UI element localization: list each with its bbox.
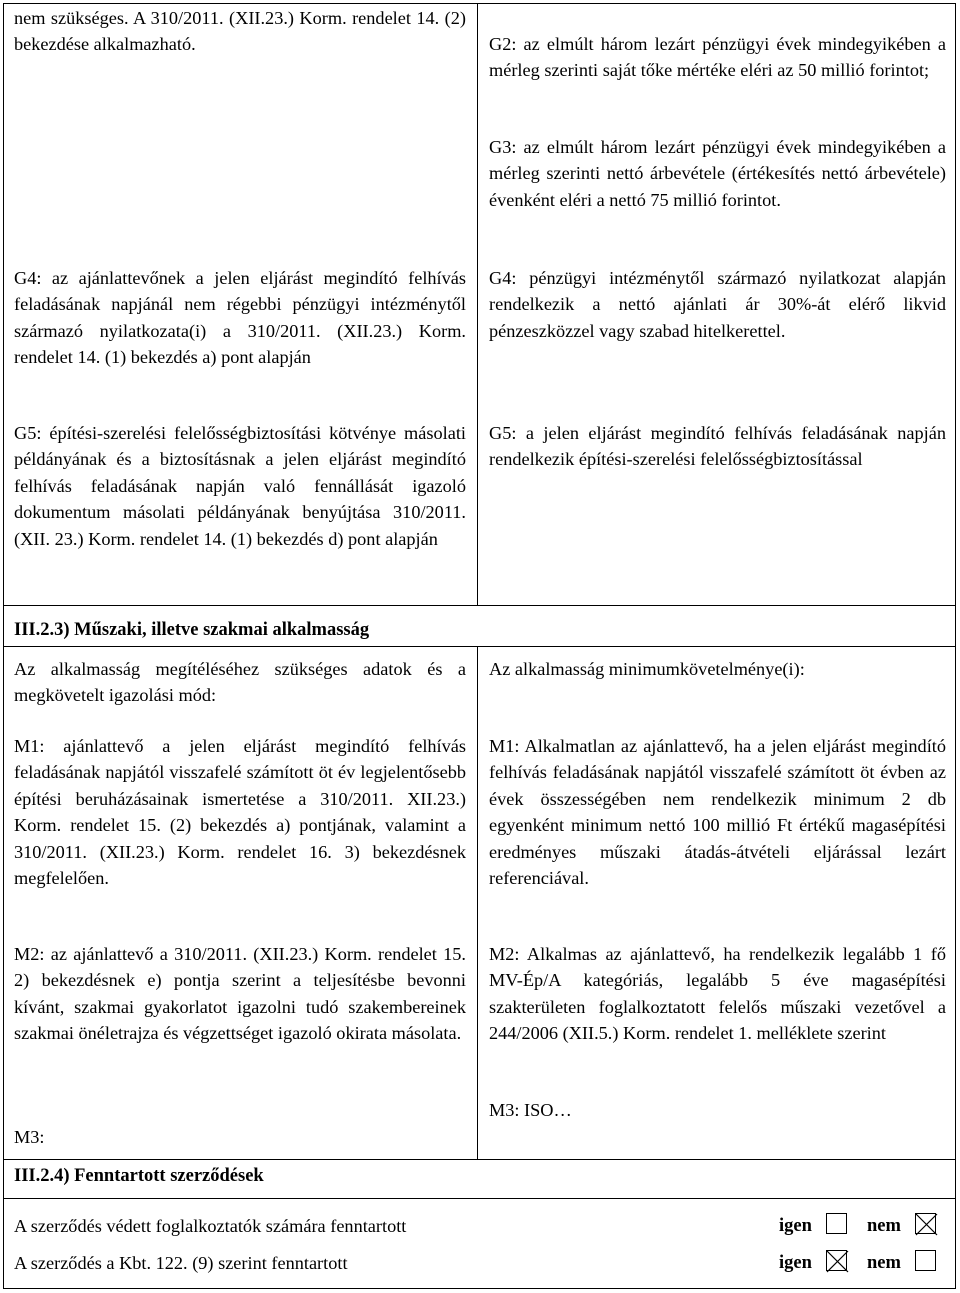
column-divider-bottom bbox=[477, 646, 478, 1159]
reserved-row-2-yes-label: igen bbox=[779, 1253, 812, 1273]
section-324-title: III.2.4) Fenntartott szerződések bbox=[14, 1166, 264, 1186]
m1-left: M1: ajánlattevő a jelen eljárást megindító felhívás feladásának napjától visszafelé számított öt év legjelentősebb építési beruházásainak ismertetése a 310/2011. XII.23.) Korm. rendelet 15. (2) bekezdés a) pontjának, valamint a 310/2011. (XII.23.) Korm. rendelet 16. 3) bekezdésnek megfelelően. bbox=[14, 736, 466, 889]
m3-right: M3: ISO… bbox=[489, 1100, 572, 1120]
rule-left-g5 bbox=[3, 605, 477, 606]
m2-left: M2: az ajánlattevő a 310/2011. (XII.23.) Korm. rendelet 15. 2) bekezdésnek e) pontja szerint a teljesítésbe bevonni kívánt, szakmai gyakorlatot igazolni tudó szakembereinek szakmai önéletrajza és végzettséget igazoló okirata másolata. bbox=[14, 944, 466, 1044]
g5-right: G5: a jelen eljárást megindító felhívás feladásának napján rendelkezik építési-szerelési felelősségbiztosítással bbox=[489, 423, 946, 470]
reserved-row-1-yes-checkbox[interactable] bbox=[826, 1213, 847, 1234]
reserved-row-1-label: A szerződés védett foglalkoztatók számára fenntartott bbox=[14, 1216, 407, 1236]
reserved-row-1-yes-label: igen bbox=[779, 1216, 812, 1236]
rule-section-324-top bbox=[3, 1159, 956, 1160]
rule-section-322 bbox=[3, 646, 956, 647]
reserved-row-1-no-checkbox[interactable] bbox=[915, 1213, 936, 1234]
right-column-header: Az alkalmasság minimumkövetelménye(i): bbox=[489, 659, 805, 679]
column-divider-top bbox=[477, 3, 478, 605]
g4-left: G4: az ajánlattevőnek a jelen eljárást megindító felhívás feladásának napjánál nem régebbi pénzügyi intézménytől származó nyilatkozata(i) a 310/2011. (XII.23.) Korm. rendelet 14. (1) bekezdés a) pont alapján bbox=[14, 268, 466, 368]
x-mark-icon bbox=[826, 1250, 849, 1273]
m1-right: M1: Alkalmatlan az ajánlattevő, ha a jelen eljárást megindító felhívás feladásának napjától visszafelé számított öt évben az évek összességében nem rendelkezik minimum 2 db egyenként minimum nettó 100 millió Ft értékű magasépítési eredményes műszaki átadás-átvételi eljárással lezárt referenciával. bbox=[489, 736, 946, 889]
m3-left: M3: bbox=[14, 1127, 45, 1147]
reserved-row-2-no-checkbox[interactable] bbox=[915, 1250, 936, 1271]
g3-right: G3: az elmúlt három lezárt pénzügyi évek mindegyikében a mérleg szerinti nettó árbevétele (értékesítés nettó árbevétele) évenként eléri a nettó 75 millió forintot. bbox=[489, 137, 946, 210]
g4-right: G4: pénzügyi intézménytől származó nyilatkozat alapján rendelkezik a nettó ajánlati ár 30%-át elérő likvid pénzeszközzel vagy szabad hitelkerettel. bbox=[489, 268, 946, 341]
reserved-row-2-label: A szerződés a Kbt. 122. (9) szerint fenntartott bbox=[14, 1253, 348, 1273]
section-322-title: III.2.3) Műszaki, illetve szakmai alkalmasság bbox=[14, 620, 370, 640]
g5-left: G5: építési-szerelési felelősségbiztosítási kötvénye másolati példányának és a biztosításnak a jelen eljárást megindító felhívás feladásának napján való fennállását igazoló dokumentum másolati példányának benyújtása 310/2011. (XII. 23.) Korm. rendelet 14. (1) bekezdés d) pont alapján bbox=[14, 423, 466, 549]
left-column-header: Az alkalmasság megítéléséhez szükséges adatok és a megkövetelt igazolási mód: bbox=[14, 659, 466, 706]
g2-right: G2: az elmúlt három lezárt pénzügyi évek mindegyikében a mérleg szerinti saját tőke mértéke eléri az 50 millió forintot; bbox=[489, 34, 946, 81]
x-mark-icon bbox=[915, 1213, 938, 1236]
top-left-paragraph: nem szükséges. A 310/2011. (XII.23.) Korm. rendelet 14. (2) bekezdése alkalmazható. bbox=[14, 8, 466, 55]
reserved-row-2-no-label: nem bbox=[867, 1253, 901, 1273]
reserved-row-2-yes-checkbox[interactable] bbox=[826, 1250, 847, 1271]
m2-right: M2: Alkalmas az ajánlattevő, ha rendelkezik legalább 1 fő MV-Ép/A kategóriás, legalább 5 éve magasépítési szakterületen foglalkoztatott felelős műszaki vezetővel a 244/2006 (XII.5.) Korm. rendelet 1. melléklete szerint bbox=[489, 944, 946, 1044]
rule-right-g5 bbox=[477, 605, 956, 606]
reserved-row-1-no-label: nem bbox=[867, 1216, 901, 1236]
rule-section-324 bbox=[3, 1198, 956, 1199]
